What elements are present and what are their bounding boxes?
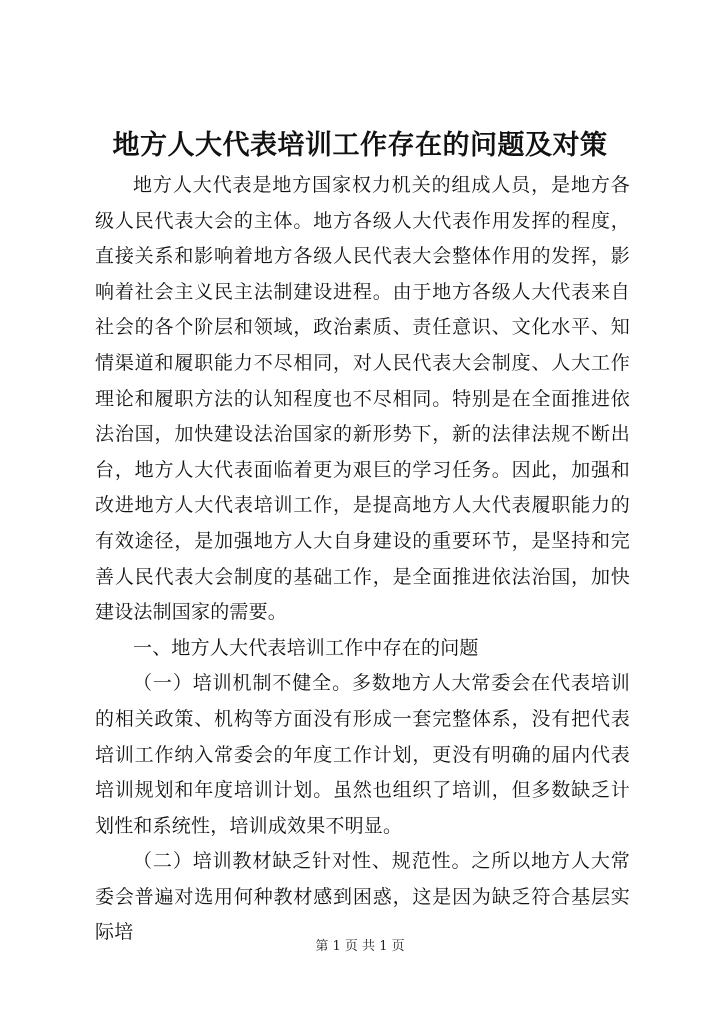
problem-paragraph-1: （一）培训机制不健全。多数地方人大常委会在代表培训的相关政策、机构等方面没有形成一套完整体系，没有把代表培训工作纳入常委会的年度工作计划，更没有明确的届内代表培训规划和年度培训计划。虽然也组织了培训，但多数缺乏计划性和系统性，培训成效果不明显。 [95,672,630,837]
document-body [95,168,630,951]
document-title: 地方人大代表培训工作存在的问题及对策 [112,130,608,161]
intro-paragraph: 地方人大代表是地方国家权力机关的组成人员，是地方各级人民代表大会的主体。地方各级人大代表作用发挥的程度，直接关系和影响着地方各级人民代表大会整体作用的发挥，影响着社会主义民主法制建设进程。由于地方各级人大代表来自社会的各个阶层和领域，政治素质、责任意识、文化水平、知情渠道和履职能力不尽相同，对人民代表大会制度、人大工作理论和履职方法的认知程度也不尽相同。特别是在全面推进依法治国，加快建设法治国家的新形势下，新的法律法规不断出台，地方人大代表面临着更为艰巨的学习任务。因此，加强和改进地方人大代表培训工作，是提高地方人大代表履职能力的有效途径，是加强地方人大自身建设的重要环节，是坚持和完善人民代表大会制度的基础工作，是全面推进依法治国，加快建设法制国家的需要。 [95,174,630,624]
problem-paragraph-2: （二）培训教材缺乏针对性、规范性。之所以地方人大常委会普遍对选用何种教材感到困惑，这是因为缺乏符合基层实际培 [95,850,630,944]
page-number-footer: 第 1 页 共 1 页 [315,939,405,954]
section-heading: 一、地方人大代表培训工作中存在的问题 [133,636,479,659]
